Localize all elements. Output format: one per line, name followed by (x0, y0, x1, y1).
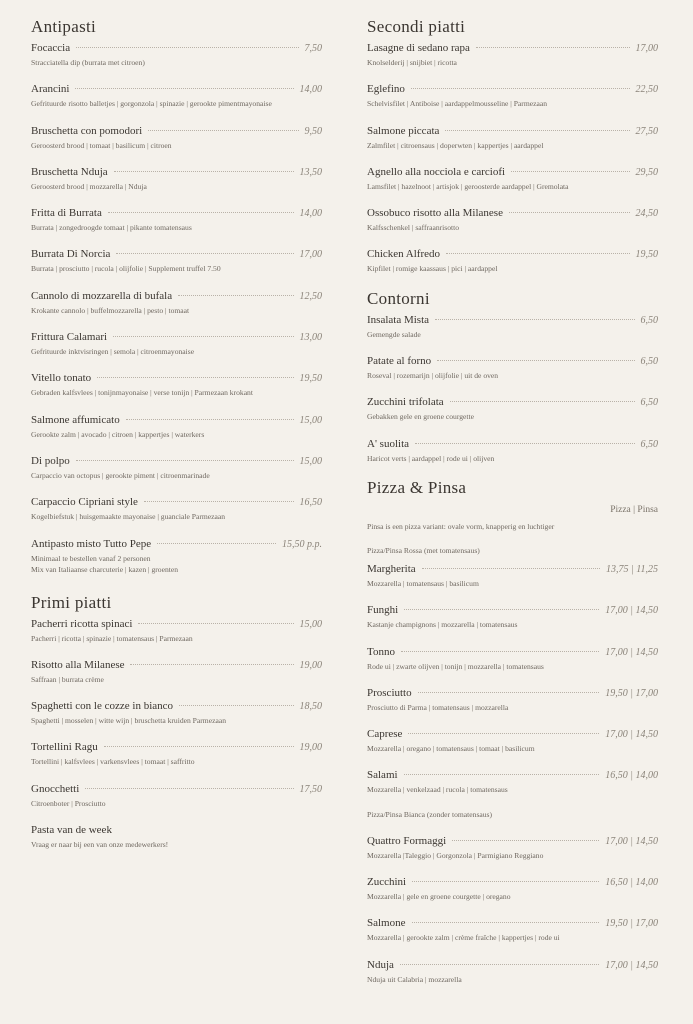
dotted-leader (116, 253, 293, 254)
dish-price: 15,00 (299, 455, 322, 467)
dish-description: Geroosterd brood | mozzarella | Nduja (31, 181, 147, 191)
dish-name: Burrata Di Norcia (31, 248, 111, 261)
menu-item (367, 312, 658, 353)
dish-price: 16,50 | 14,00 (605, 770, 658, 782)
dish-description: Tortellini | kalfsvlees | varkensvlees | tomaat | saffritto (31, 757, 195, 767)
section-title-secondi: Secondi piatti (367, 17, 466, 36)
dish-name: Insalata Mista (367, 313, 430, 326)
dish-description: Knolselderij | snijbiet | ricotta (367, 58, 457, 67)
section-title-antipasti: Antipasti (31, 17, 97, 36)
dotted-leader (446, 253, 629, 254)
pizza-rossa-list (367, 561, 658, 809)
antipasti-list (31, 40, 322, 588)
menu-item (367, 205, 658, 246)
menu-item (31, 822, 322, 863)
primi-list (31, 616, 322, 864)
menu-item-row (31, 370, 322, 387)
dish-description: Kogelbiefstuk | huisgemaakte mayonaise | guanciale Parmezaan (31, 512, 226, 522)
menu-item-row (31, 698, 322, 715)
dish-description: Rode ui | zwarte olijven | tonijn | mozzarella | tomatensaus (367, 661, 544, 671)
dish-description: Kastanje champignons | mozzarella | tomatensaus (367, 620, 518, 630)
menu-item (367, 40, 658, 81)
dish-name: Funghi (367, 604, 399, 617)
left-column (31, 14, 322, 863)
dish-name: Eglefino (367, 83, 405, 96)
dish-price: 29,50 (635, 166, 658, 178)
menu-item (367, 767, 658, 808)
dish-name: Focaccia (31, 42, 71, 54)
dotted-leader (75, 88, 293, 89)
dish-name: Salmone piccata (367, 124, 440, 137)
dish-description: Mozzarella | gerookte zalm | crème fraîche | kappertjes | rode ui (367, 933, 560, 943)
dish-description: Saffraan | burrata crème (31, 674, 104, 684)
dish-price: 15,50 p.p. (282, 538, 322, 550)
menu-item (367, 246, 658, 287)
menu-item (367, 164, 658, 205)
dish-price: 13,75 | 11,25 (605, 563, 658, 575)
menu-item-row (367, 685, 658, 702)
dish-price: 15,00 (299, 618, 322, 630)
menu-item-row (367, 394, 658, 411)
dotted-leader (404, 774, 600, 775)
dish-name: Patate al forno (367, 355, 432, 368)
menu-item-row (367, 312, 658, 329)
menu-item (367, 561, 658, 602)
menu-item (367, 726, 658, 767)
secondi-list (367, 40, 658, 288)
menu-item-row (367, 602, 658, 619)
menu-item-row (367, 726, 658, 743)
menu-item-row (31, 739, 322, 756)
dotted-leader (412, 922, 600, 923)
dish-name: Bruschetta con pomodori (31, 124, 143, 137)
dish-price: 6,50 (640, 397, 658, 409)
menu-item (31, 781, 322, 822)
dish-price: 17,50 (299, 783, 322, 795)
dotted-leader (411, 88, 630, 89)
dish-price: 19,00 (299, 742, 322, 754)
dish-description: Roseval | rozemarijn | olijfolie | uit de oven (367, 371, 499, 381)
menu-item (31, 329, 322, 370)
dotted-leader (85, 788, 293, 789)
dotted-leader (76, 460, 294, 461)
dish-description: Citroenboter | Prosciutto (31, 798, 106, 808)
menu-item (31, 739, 322, 780)
menu-item (367, 123, 658, 164)
menu-item (31, 453, 322, 494)
dish-description: Carpaccio van octopus | gerookte piment | citroenmarinade (31, 470, 210, 480)
dish-description: Pacherri | ricotta | spinazie | tomatensaus | Parmezaan (31, 633, 193, 643)
dish-description: Mozzarella | gele en groene courgette | oregano (367, 892, 511, 902)
menu-item-row (367, 123, 658, 140)
dish-price: 13,00 (299, 332, 322, 344)
dish-name: Vitello tonato (31, 372, 92, 385)
dotted-leader (148, 130, 298, 131)
dotted-leader (179, 705, 293, 706)
pizza-pinsa-header: Pizza | Pinsa (610, 504, 658, 515)
menu-item-row (31, 205, 322, 222)
section-title-pizza: Pizza & Pinsa (367, 477, 467, 497)
menu-item (31, 205, 322, 246)
dish-price: 17,00 (299, 249, 322, 261)
dotted-leader (113, 336, 293, 337)
dish-description-extra: Mix van Italiaanse charcuterie | kazen | groenten (31, 564, 179, 574)
dish-price: 9,50 (304, 125, 322, 137)
dotted-leader (97, 377, 293, 378)
dish-name: Tortellini Ragu (31, 741, 98, 754)
dotted-leader (435, 319, 634, 320)
menu-item-row (367, 353, 658, 370)
menu-item-row (367, 915, 658, 932)
dish-price: 17,00 | 14,50 (605, 835, 658, 847)
dish-description: Minimaal te bestellen vanaf 2 personen (31, 553, 151, 563)
menu-item (367, 81, 658, 122)
dotted-leader (401, 651, 599, 652)
menu-item-row (367, 246, 658, 263)
dish-name: Prosciutto (367, 686, 412, 699)
menu-item-row (367, 561, 658, 578)
dish-price: 19,50 | 17,00 (605, 918, 658, 930)
dish-name: Frittura Calamari (31, 331, 108, 344)
dish-price: 24,50 (635, 208, 658, 220)
menu-item (367, 957, 658, 998)
menu-item-row (31, 123, 322, 140)
dish-name: Lasagne di sedano rapa (367, 42, 470, 54)
dish-name: Bruschetta Nduja (31, 165, 108, 178)
dish-price: 16,50 (299, 497, 322, 509)
dish-price: 27,50 (635, 125, 658, 137)
dotted-leader (404, 609, 599, 610)
dish-description: Lamsfilet | hazelnoot | artisjok | geroosterde aardappel | Gremolata (367, 181, 569, 191)
menu-item (367, 602, 658, 643)
menu-item (367, 874, 658, 915)
dish-name: Ossobuco risotto alla Milanese (367, 207, 503, 220)
dish-price: 19,50 (635, 249, 658, 261)
dotted-leader (144, 501, 294, 502)
dish-name: Tonno (367, 645, 395, 658)
menu-item (31, 370, 322, 411)
dotted-leader (452, 840, 599, 841)
menu-item (31, 616, 322, 657)
menu-item (367, 644, 658, 685)
dotted-leader (511, 171, 629, 172)
dish-name: Spaghetti con le cozze in bianco (31, 700, 174, 713)
menu-item-row (31, 494, 322, 511)
menu-item-row (367, 957, 658, 974)
pinsa-note: Pinsa is een pizza variant: ovale vorm, knapperig en luchtiger (367, 521, 555, 531)
menu-item-row (31, 781, 322, 798)
dish-price: 6,50 (640, 356, 658, 368)
menu-item-row (31, 453, 322, 470)
bianca-label: Pizza/Pinsa Bianca (zonder tomatensaus) (367, 809, 493, 819)
dish-description: Mozzarella | oregano | tomatensaus | tomaat | basilicum (367, 744, 535, 754)
dish-name: Carpaccio Cipriani style (31, 496, 138, 509)
dish-name: Margherita (367, 562, 416, 575)
dish-description: Gefrituurde inktvisringen | semola | citroenmayonaise (31, 347, 195, 357)
dish-name: Zucchini trifolata (367, 396, 444, 409)
menu-item (31, 494, 322, 535)
dish-description: Gebakken gele en groene courgette (367, 412, 474, 422)
dotted-leader (104, 746, 294, 747)
menu-item-row (31, 616, 322, 633)
dotted-leader (114, 171, 294, 172)
dish-name: Caprese (367, 728, 403, 741)
dotted-leader (108, 212, 294, 213)
menu-item (31, 536, 322, 588)
dish-description: Mozzarella | tomatensaus | basilicum (367, 578, 479, 588)
dish-price: 19,50 | 17,00 (605, 687, 658, 699)
pizza-bianca-list (367, 833, 658, 998)
dish-description: Krokante cannolo | buffelmozzarella | pesto | tomaat (31, 305, 190, 315)
menu-item (367, 915, 658, 956)
menu-item (367, 353, 658, 394)
menu-item (367, 833, 658, 874)
menu-item-row (31, 536, 322, 553)
dish-description: Gerookte zalm | avocado | citroen | kappertjes | waterkers (31, 429, 205, 439)
dotted-leader (157, 543, 276, 544)
menu-item (31, 164, 322, 205)
menu-item-row (367, 164, 658, 181)
dish-name: Fritta di Burrata (31, 207, 102, 220)
dish-description: Vraag er naar bij een van onze medewerkers! (31, 840, 169, 850)
dish-description: Kalfsschenkel | saffraanrisotto (367, 223, 460, 233)
menu-item-row (31, 822, 322, 839)
dotted-leader (415, 443, 634, 444)
dish-name: Risotto alla Milanese (31, 658, 125, 671)
section-title-contorni: Contorni (367, 288, 430, 308)
dish-description: Mozzarella |Taleggio | Gorgonzola | Parmigiano Reggiano (367, 850, 544, 860)
dish-price: 13,50 (299, 166, 322, 178)
contorni-list (367, 312, 658, 477)
dish-description: Zalmfilet | citroensaus | doperwten | kappertjes | aardappel (367, 140, 544, 150)
dish-description: Spaghetti | mosselen | witte wijn | bruschetta kruiden Parmezaan (31, 716, 226, 726)
dish-name: A' suolita (367, 437, 410, 450)
menu-item-row (367, 874, 658, 891)
dish-price: 7,50 (304, 43, 322, 54)
dish-description: Gemengde salade (367, 329, 421, 339)
dish-description: Stracciatella dip (burrata met citroen) (31, 58, 145, 67)
dish-price: 17,00 | 14,50 (605, 605, 658, 617)
menu-item-row (31, 246, 322, 263)
dish-price: 18,50 (299, 701, 322, 713)
dish-price: 14,00 (299, 208, 322, 220)
dish-price: 19,50 (299, 373, 322, 385)
dish-description: Gebraden kalfsvlees | tonijnmayonaise | verse tonijn | Parmezaan krokant (31, 388, 253, 398)
menu-item-row (367, 40, 658, 57)
dish-description: Mozzarella | venkelzaad | rucola | tomatensaus (367, 785, 508, 795)
rossa-label: Pizza/Pinsa Rossa (met tomatensaus) (367, 545, 480, 555)
dish-name: Salmone (367, 917, 406, 930)
dotted-leader (412, 881, 599, 882)
menu-item-row (31, 81, 322, 98)
dish-name: Quattro Formaggi (367, 834, 447, 847)
menu-item-row (31, 412, 322, 429)
dish-price: 19,00 (299, 659, 322, 671)
menu-item (367, 436, 658, 477)
dish-price: 17,00 | 14,50 (605, 729, 658, 741)
dotted-leader (476, 47, 630, 48)
dish-description: Geroosterd brood | tomaat | basilicum | citroen (31, 140, 172, 150)
dish-name: Di polpo (31, 454, 70, 467)
menu-item-row (367, 81, 658, 98)
dish-description: Kipfilet | romige kaassaus | pici | aardappel (367, 264, 498, 274)
dish-name: Nduja (367, 958, 394, 971)
dish-price: 12,50 (299, 290, 322, 302)
dish-description: Schelvisfilet | Antiboise | aardappelmousseline | Parmezaan (367, 99, 548, 109)
dotted-leader (408, 733, 599, 734)
menu-item (31, 40, 322, 81)
dish-description: Burrata | prosciutto | rucola | olijfolie | Supplement truffel 7.50 (31, 264, 221, 274)
dish-price: 17,00 | 14,50 (605, 646, 658, 658)
dish-price: 16,50 | 14,00 (605, 877, 658, 889)
menu-item-row (31, 40, 322, 57)
right-column (367, 14, 658, 998)
dish-price: 6,50 (640, 314, 658, 326)
dotted-leader (76, 47, 298, 48)
section-title-primi: Primi piatti (31, 592, 112, 612)
dotted-leader (445, 130, 629, 131)
dotted-leader (450, 401, 635, 402)
menu-item (367, 685, 658, 726)
menu-item-row (367, 644, 658, 661)
dish-name: Pasta van de week (31, 824, 112, 837)
menu-item (367, 394, 658, 435)
dish-price: 14,00 (299, 84, 322, 96)
dotted-leader (130, 664, 293, 665)
menu-item-row (31, 164, 322, 181)
menu-item (31, 412, 322, 453)
dotted-leader (418, 692, 600, 693)
dish-name: Salami (367, 769, 398, 782)
dish-description: Prosciutto di Parma | tomatensaus | mozzarella (367, 702, 509, 712)
dish-price: 17,00 | 14,50 (605, 959, 658, 971)
dotted-leader (126, 419, 294, 420)
dish-name: Cannolo di mozzarella di bufala (31, 289, 173, 302)
menu-item-row (31, 657, 322, 674)
menu-item (31, 698, 322, 739)
dotted-leader (437, 360, 634, 361)
dish-description: Haricot verts | aardappel | rode ui | olijven (367, 453, 495, 463)
dotted-leader (138, 623, 293, 624)
dish-name: Zucchini (367, 876, 407, 889)
menu-item-row (31, 329, 322, 346)
menu-item (31, 81, 322, 122)
dish-description: Gefrituurde risotto balletjes | gorgonzola | spinazie | gerookte pimentmayonaise (31, 99, 272, 109)
dish-name: Gnocchetti (31, 782, 80, 795)
dish-name: Pacherri ricotta spinaci (31, 617, 133, 630)
dish-price: 6,50 (640, 438, 658, 450)
menu-item (31, 657, 322, 698)
dotted-leader (400, 964, 599, 965)
menu-item-row (31, 288, 322, 305)
menu-item-row (367, 436, 658, 453)
menu-item (31, 123, 322, 164)
dish-name: Agnello alla nocciola e carciofi (367, 165, 506, 178)
dish-name: Chicken Alfredo (367, 248, 441, 261)
dish-name: Antipasto misto Tutto Pepe (31, 537, 152, 550)
dish-price: 22,50 (635, 84, 658, 96)
dish-name: Salmone affumicato (31, 413, 120, 426)
menu-item (31, 246, 322, 287)
menu-item-row (367, 205, 658, 222)
dotted-leader (178, 295, 293, 296)
dish-price: 17,00 (635, 43, 658, 54)
dish-price: 15,00 (299, 414, 322, 426)
menu-item-row (367, 767, 658, 784)
dish-description: Nduja uit Calabria | mozzarella (367, 974, 462, 984)
menu-item (31, 288, 322, 329)
dish-name: Arancini (31, 83, 70, 96)
dotted-leader (422, 568, 600, 569)
dotted-leader (509, 212, 630, 213)
dish-description: Burrata | zongedroogde tomaat | pikante tomatensaus (31, 223, 192, 233)
menu-item-row (367, 833, 658, 850)
